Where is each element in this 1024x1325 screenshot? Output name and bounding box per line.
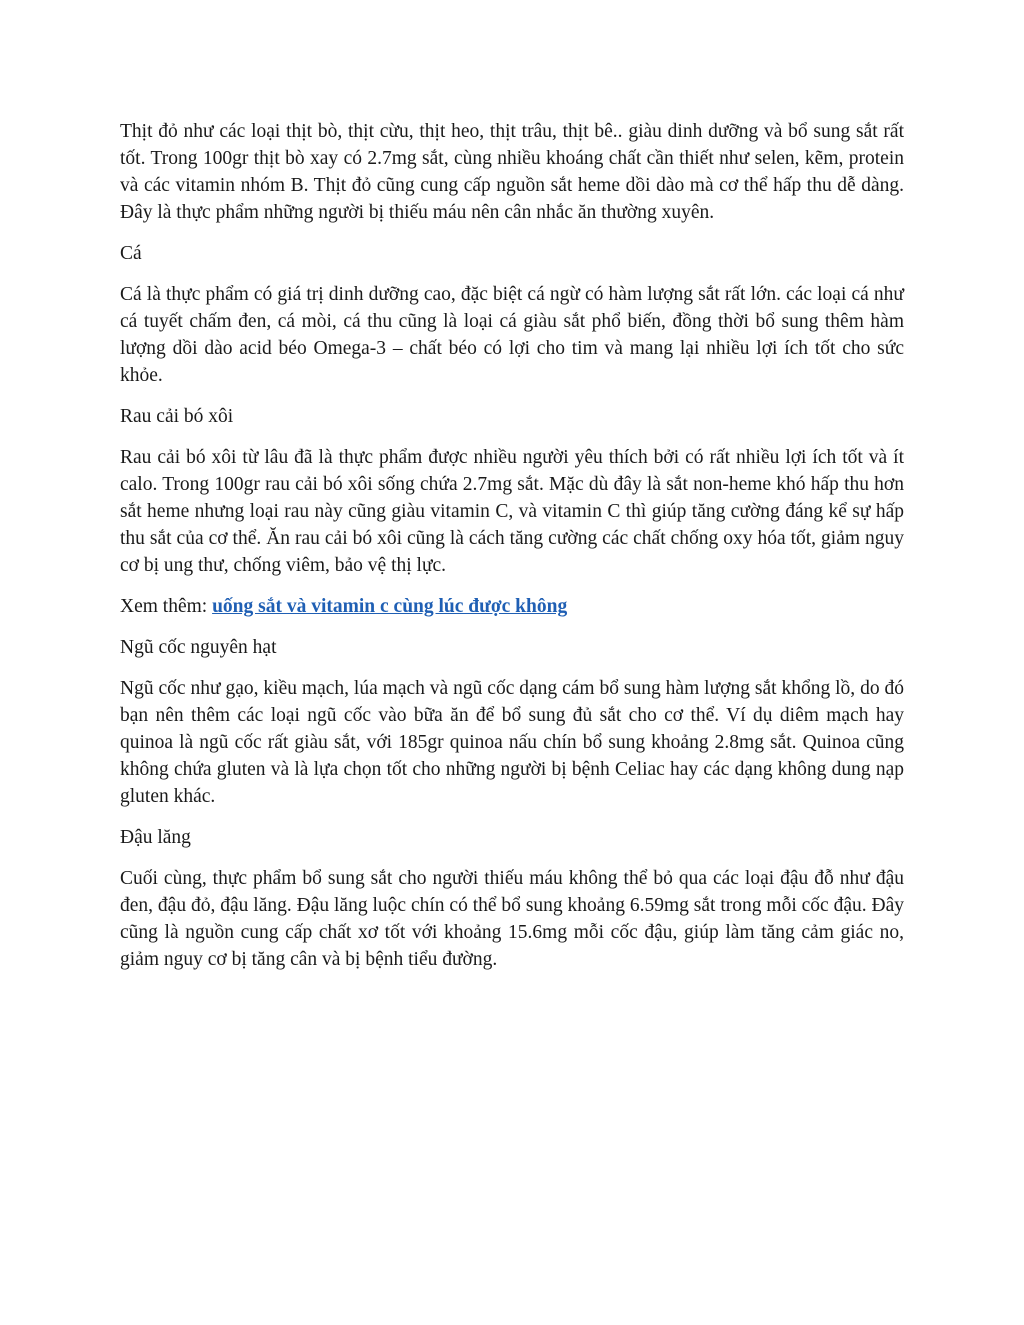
grains-heading: Ngũ cốc nguyên hạt	[120, 637, 277, 658]
red-meat-paragraph: Thịt đỏ như các loại thịt bò, thịt cừu, thịt heo, thịt trâu, thịt bê.. giàu dinh dưỡng và bổ sung sắt rất tốt. Trong 100gr thịt bò xay có 2.7mg sắt, cùng nhiều khoáng chất cần thiết như selen, kẽm, protein và các vitamin nhóm B. Thịt đỏ cũng cung cấp nguồn sắt heme dồi dào mà cơ thể hấp thu dễ dàng. Đây là thực phẩm những người bị thiếu máu nên cân nhắc ăn thường xuyên.	[120, 121, 904, 223]
grains-paragraph: Ngũ cốc như gạo, kiều mạch, lúa mạch và ngũ cốc dạng cám bổ sung hàm lượng sắt khổng lồ, do đó bạn nên thêm các loại ngũ cốc vào bữa ăn để bổ sung đủ sắt cho cơ thể. Ví dụ diêm mạch hay quinoa là ngũ cốc rất giàu sắt, với 185gr quinoa nấu chín bổ sung khoảng 2.8mg sắt. Quinoa cũng không chứa gluten và là lựa chọn tốt cho những người bị bệnh Celiac hay các dạng không dung nạp gluten khác.	[120, 678, 904, 807]
fish-heading: Cá	[120, 243, 142, 264]
lentils-paragraph: Cuối cùng, thực phẩm bổ sung sắt cho người thiếu máu không thể bỏ qua các loại đậu đỗ như đậu đen, đậu đỏ, đậu lăng. Đậu lăng luộc chín có thể bổ sung khoảng 6.59mg sắt trong mỗi cốc đậu. Đây cũng là nguồn cung cấp chất xơ tốt với khoảng 15.6mg mỗi cốc đậu, giúp làm tăng cảm giác no, giảm nguy cơ bị tăng cân và bị bệnh tiểu đường.	[120, 868, 904, 970]
fish-paragraph: Cá là thực phẩm có giá trị dinh dưỡng cao, đặc biệt cá ngừ có hàm lượng sắt rất lớn. các loại cá như cá tuyết chấm đen, cá mòi, cá thu cũng là loại cá giàu sắt phổ biến, đồng thời bổ sung thêm hàm lượng dồi dào acid béo Omega-3 – chất béo có lợi cho tim và mang lại nhiều lợi ích tốt cho sức khỏe.	[120, 284, 904, 386]
lentils-heading: Đậu lăng	[120, 827, 191, 848]
see-also-link[interactable]: uống sắt và vitamin c cùng lúc được không	[212, 596, 568, 617]
spinach-paragraph: Rau cải bó xôi từ lâu đã là thực phẩm được nhiều người yêu thích bởi có rất nhiều lợi ích tốt và ít calo. Trong 100gr rau cải bó xôi sống chứa 2.7mg sắt. Mặc dù đây là sắt non-heme khó hấp thu hơn sắt heme nhưng loại rau này cũng giàu vitamin C, và vitamin C thì giúp tăng cường đáng kể sự hấp thu sắt của cơ thể. Ăn rau cải bó xôi cũng là cách tăng cường các chất chống oxy hóa tốt, giảm nguy cơ bị ung thư, chống viêm, bảo vệ thị lực.	[120, 447, 904, 576]
see-also-line	[120, 593, 904, 620]
document-page	[120, 118, 904, 987]
see-also-label: Xem thêm:	[120, 596, 208, 617]
spinach-heading: Rau cải bó xôi	[120, 406, 234, 427]
